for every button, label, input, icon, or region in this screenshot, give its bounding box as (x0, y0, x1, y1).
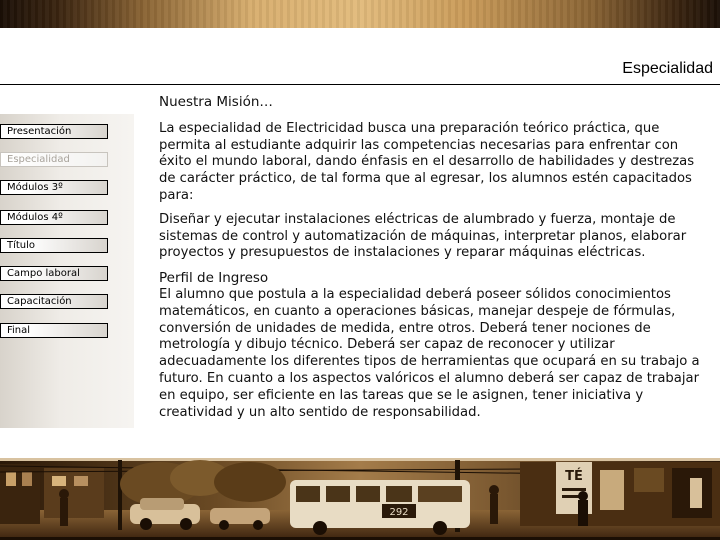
profile-paragraph: El alumno que postula a la especialidad deberá poseer sólidos conocimientos matemáticos, en cuanto a operaciones básicas, manejar despeje de fórmulas, conversión de unidades de medida, entre otros. Deberá tener nociones de metrología y dibujo técnico. Deberá ser capaz de reconocer y utilizar adecuadamente los diferentes tipos de herramientas que ocupará en su trabajo a futuro. En cuanto a los aspectos valóricos el alumno deberá ser capaz de trabajar en equipo, ser eficiente en las tareas que se le asignen, tener iniciativa y creatividad y un alto sentido de responsabilidad. (159, 286, 700, 420)
store-sign: TÉ (565, 469, 583, 484)
top-decorative-band (0, 0, 720, 28)
sidebar-item-presentacion[interactable]: Presentación (0, 124, 108, 139)
page-title: Especialidad (622, 60, 713, 77)
profile-heading: Perfil de Ingreso (159, 270, 269, 287)
sidebar-item-modulos-4[interactable]: Módulos 4º (0, 210, 108, 225)
sidebar-item-titulo[interactable]: Título (0, 238, 108, 253)
sidebar-item-modulos-3[interactable]: Módulos 3º (0, 180, 108, 195)
main-content (159, 94, 704, 421)
mission-heading: Nuestra Misión… (159, 94, 273, 110)
mission-paragraph-capabilities: Diseñar y ejecutar instalaciones eléctricas de alumbrado y fuerza, montaje de sistemas de control y automatización de máquinas, interpretar planos, elaborar proyectos y presupuestos de instalaciones y reparar máquinas eléctricas. (159, 211, 687, 261)
street-photo-illustration (0, 458, 720, 540)
sidebar-item-campo-laboral[interactable]: Campo laboral (0, 266, 108, 281)
sidebar-item-capacitacion[interactable]: Capacitación (0, 294, 108, 309)
sidebar-item-especialidad[interactable]: Especialidad (0, 152, 108, 167)
sidebar-item-final[interactable]: Final (0, 323, 108, 338)
sidebar-nav (0, 114, 134, 428)
sepia-street-photo (0, 458, 720, 540)
bus-number: 292 (389, 507, 409, 518)
title-bar (0, 57, 720, 85)
mission-paragraph: La especialidad de Electricidad busca una preparación teórico práctica, que permita al estudiante adquirir las competencias necesarias para enfrentar con éxito el mundo laboral, dando énfasis en el desarrollo de habilidades y destrezas de carácter práctico, de tal forma que al egresar, los alumnos estén capacitados para: (159, 120, 695, 203)
